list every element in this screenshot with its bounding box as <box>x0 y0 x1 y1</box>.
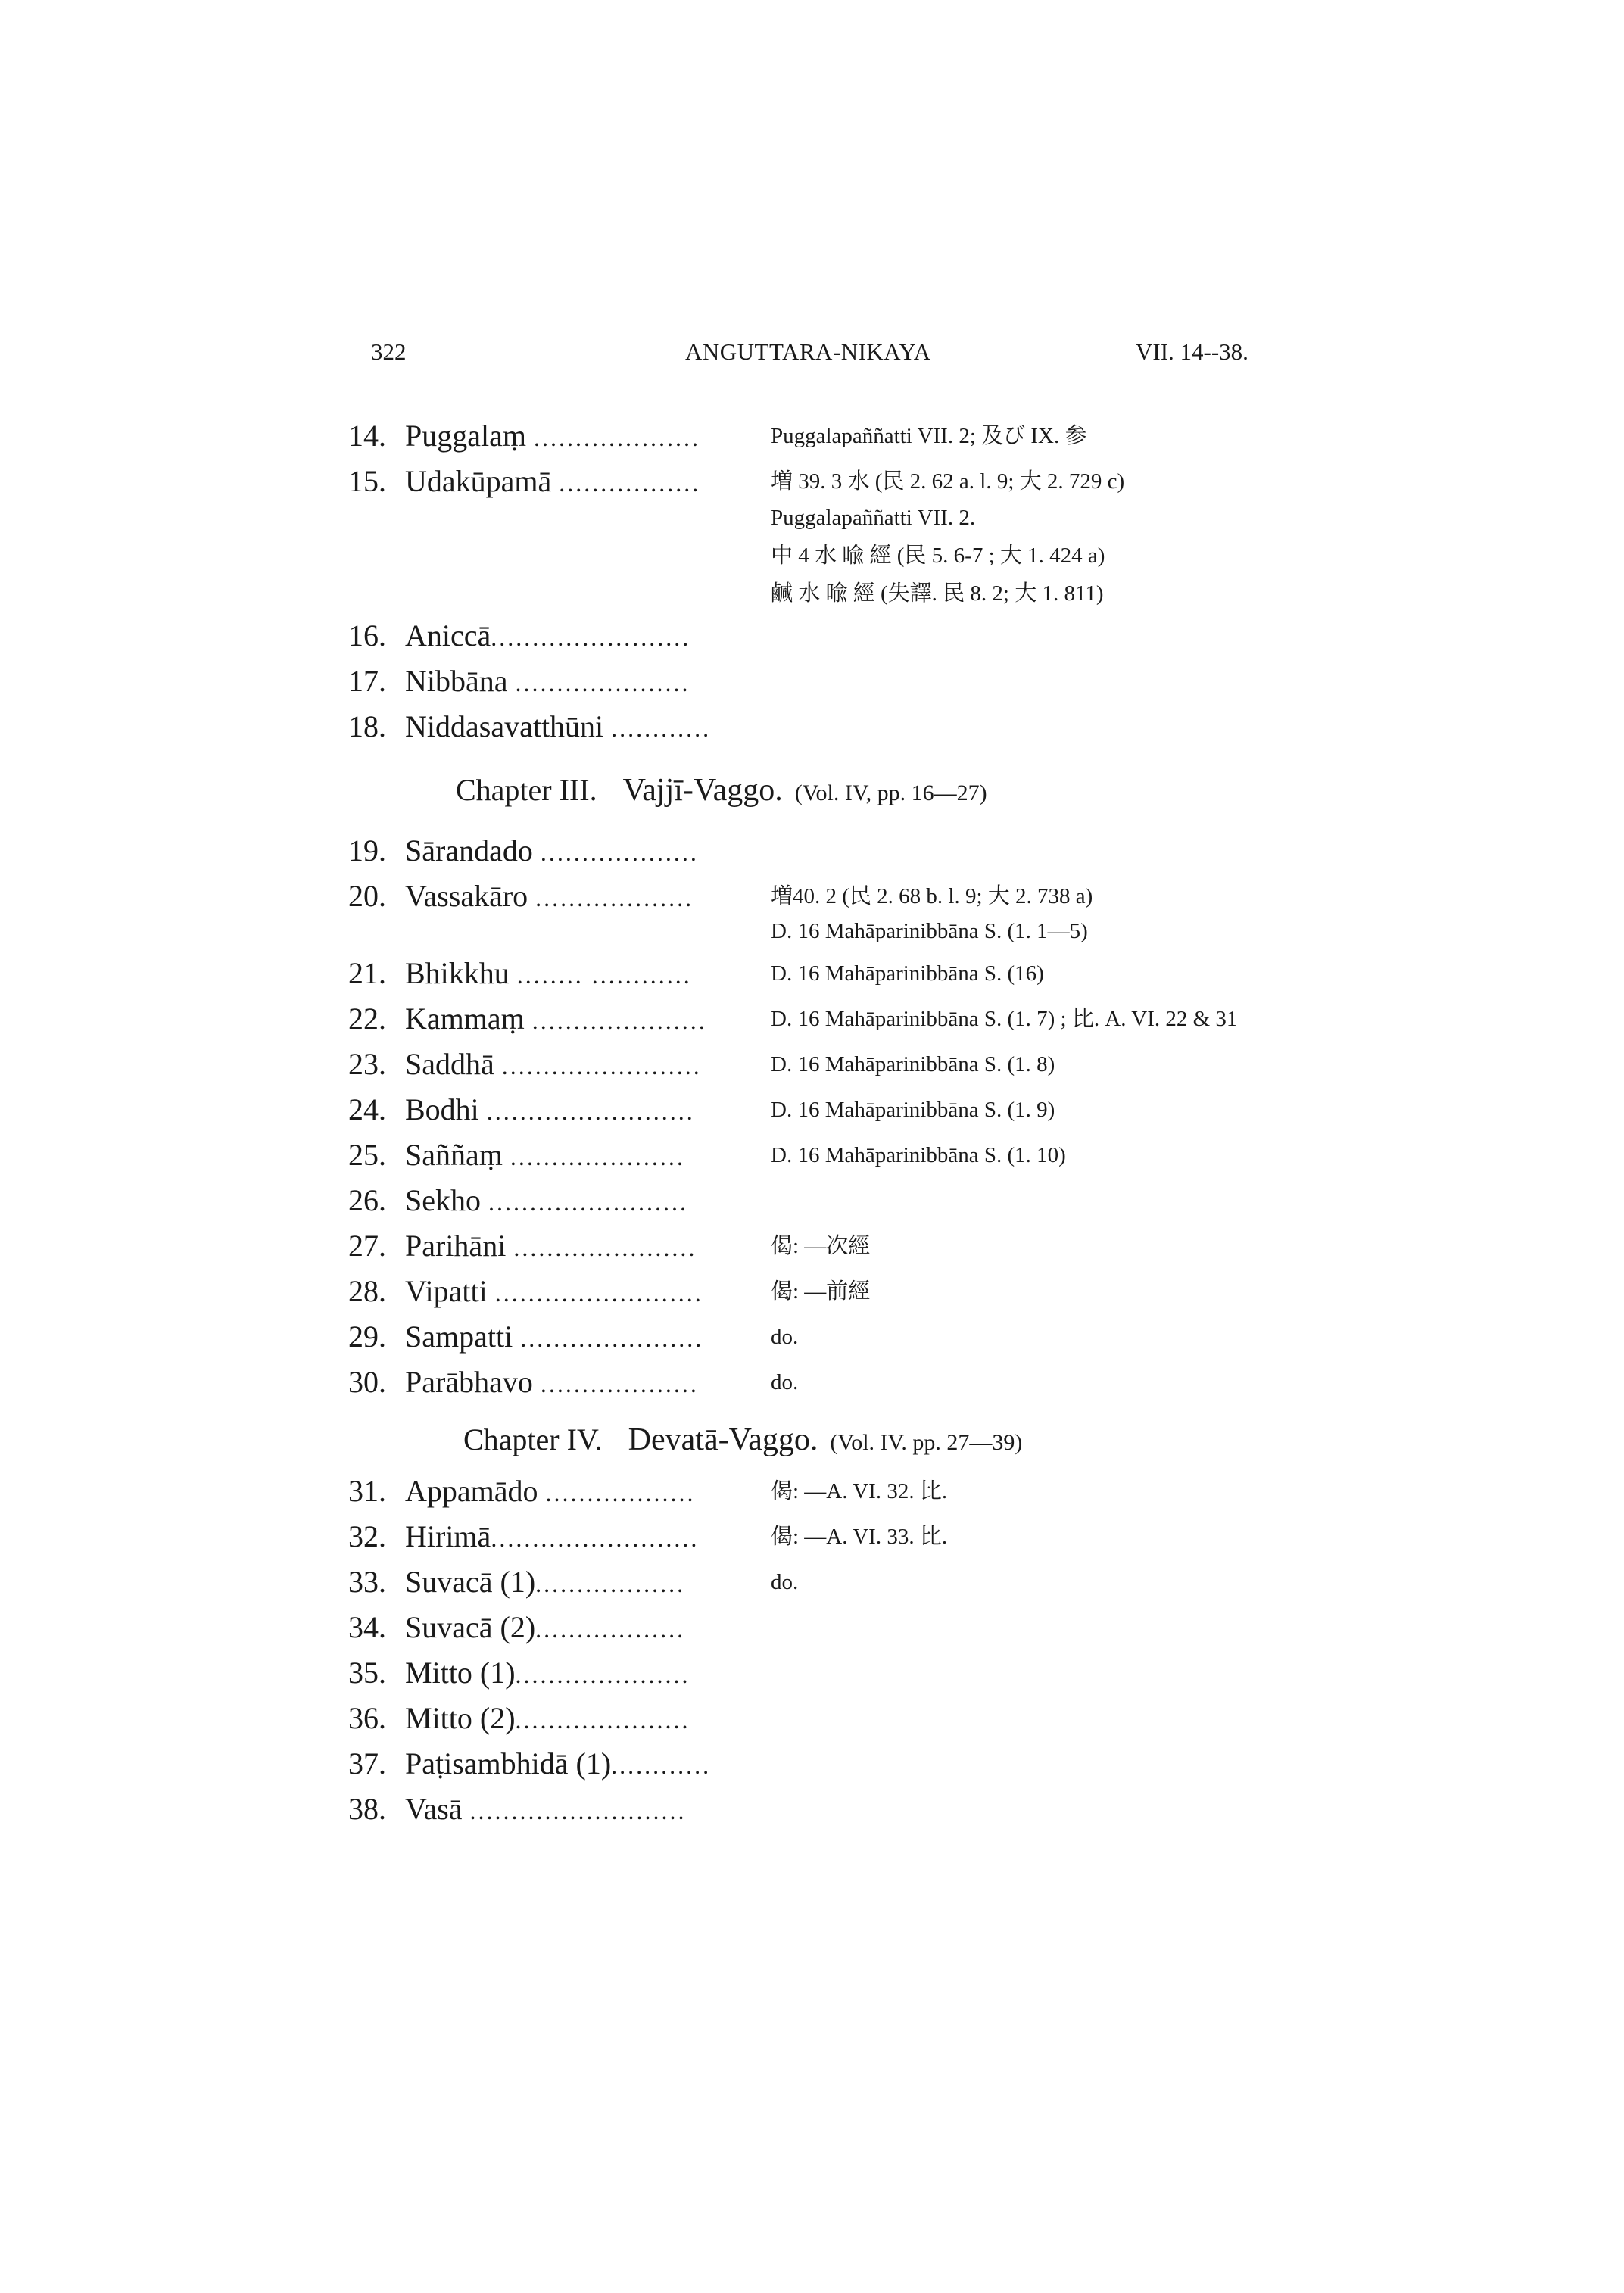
entry-reference: do. <box>771 1570 799 1594</box>
entry-reference: D. 16 Mahāparinibbāna S. (1. 7) ; 比. A. VI. 22 & 31 <box>771 1007 1238 1031</box>
dot-leader: ........................ <box>488 1189 688 1216</box>
entry-row <box>0 706 1624 748</box>
entry-row <box>0 1361 1624 1404</box>
dot-leader: ......................... <box>491 1525 700 1552</box>
chapter-label: Chapter IV. <box>463 1422 603 1456</box>
dot-leader: ................... <box>540 839 699 866</box>
entry-title: Sampatti ...................... <box>405 1316 703 1360</box>
dot-leader: ........................ <box>501 1052 702 1080</box>
entry-number: 20. <box>348 879 386 913</box>
entry-number: 18. <box>348 709 386 743</box>
entry-title: Parābhavo ................... <box>405 1361 699 1405</box>
entry-number: 33. <box>348 1565 386 1599</box>
dot-leader: ................... <box>535 884 694 911</box>
entry-reference: 偈: —A. VI. 33. 比. <box>771 1525 948 1549</box>
chapter-heading <box>456 768 1624 813</box>
entry-subreference: 鹹 水 喩 經 (失譯. 民 8. 2; 大 1. 811) <box>771 581 1104 606</box>
entry-title: Nibbāna ..................... <box>405 660 690 704</box>
entry-title: Suvacā (2).................. <box>405 1606 685 1650</box>
dot-leader: .......................... <box>469 1797 687 1824</box>
running-title: ANGUTTARA-NIKAYA <box>685 338 931 365</box>
entry-title: Niddasavatthūni ............ <box>405 706 711 749</box>
entry-title: Sekho ........................ <box>405 1179 688 1223</box>
volume-reference: (Vol. IV, pp. 16—27) <box>794 780 987 805</box>
entry-reference: 偈: —次經 <box>771 1234 871 1258</box>
dot-leader: .................. <box>535 1570 686 1597</box>
entry-row <box>0 1225 1624 1267</box>
entry-number: 36. <box>348 1701 386 1735</box>
dot-leader: ..................... <box>510 1143 685 1170</box>
entry-title: Puggalaṃ .................... <box>405 415 700 459</box>
entry-row <box>0 998 1624 1040</box>
entry-reference: D. 16 Mahāparinibbāna S. (1. 9) <box>771 1098 1055 1122</box>
entry-number: 30. <box>348 1365 386 1399</box>
entry-title: Mitto (1)..................... <box>405 1652 690 1696</box>
entry-row <box>0 1606 1624 1649</box>
entry-row <box>0 1134 1624 1176</box>
entry-reference: D. 16 Mahāparinibbāna S. (1. 10) <box>771 1143 1066 1167</box>
dot-leader: ...................... <box>520 1325 704 1352</box>
entry-reference: D. 16 Mahāparinibbāna S. (16) <box>771 961 1044 986</box>
entry-title: Paṭisambhidā (1)............ <box>405 1743 711 1787</box>
dot-leader: ................. <box>559 469 701 497</box>
entry-title: Vassakāro ................... <box>405 875 694 919</box>
entry-number: 22. <box>348 1002 386 1036</box>
entry-number: 35. <box>348 1656 386 1690</box>
entry-row <box>0 415 1624 457</box>
entry-row <box>0 460 1624 503</box>
entry-number: 25. <box>348 1138 386 1172</box>
entry-row <box>0 1470 1624 1513</box>
dot-leader: ............ <box>611 1752 712 1779</box>
dot-leader: ........................ <box>491 624 691 651</box>
dot-leader: ..................... <box>515 1661 690 1688</box>
entry-title: Hirimā......................... <box>405 1516 699 1559</box>
page-number: 322 <box>371 338 407 365</box>
entry-reference: do. <box>771 1325 799 1349</box>
vaggo-title: Devatā-Vaggo. <box>628 1422 818 1457</box>
entry-number: 29. <box>348 1319 386 1354</box>
dot-leader: ..................... <box>515 669 690 696</box>
entry-reference: 増 39. 3 水 (民 2. 62 a. l. 9; 大 2. 729 c) <box>771 469 1125 494</box>
section-range: VII. 14--38. <box>1136 338 1248 365</box>
entry-title: Appamādo .................. <box>405 1470 696 1514</box>
dot-leader: ......................... <box>494 1279 703 1307</box>
entry-number: 28. <box>348 1274 386 1308</box>
entry-row <box>0 1743 1624 1785</box>
entry-reference: do. <box>771 1370 799 1394</box>
dot-leader: ................... <box>540 1370 699 1397</box>
entry-reference: Puggalapaññatti VII. 2; 及び IX. 参 <box>771 424 1087 448</box>
entry-row <box>0 615 1624 657</box>
entry-title: Sārandado ................... <box>405 830 699 874</box>
entry-row <box>0 1516 1624 1558</box>
entry-number: 15. <box>348 464 386 498</box>
entry-number: 17. <box>348 664 386 698</box>
entry-title: Mitto (2)..................... <box>405 1697 690 1741</box>
entry-subreference: D. 16 Mahāparinibbāna S. (1. 1—5) <box>771 919 1088 943</box>
dot-leader: ..................... <box>531 1007 707 1034</box>
entry-row <box>0 875 1624 918</box>
dot-leader: ...................... <box>513 1234 697 1261</box>
entry-reference: 偈: —A. VI. 32. 比. <box>771 1479 948 1503</box>
entry-number: 27. <box>348 1229 386 1263</box>
dot-leader: ............ <box>611 715 712 742</box>
volume-reference: (Vol. IV. pp. 27—39) <box>830 1430 1023 1455</box>
entry-number: 14. <box>348 419 386 453</box>
entry-title: Aniccā........................ <box>405 615 690 659</box>
entry-title: Vasā .......................... <box>405 1788 687 1832</box>
entry-row <box>0 1270 1624 1313</box>
entry-title: Suvacā (1).................. <box>405 1561 685 1605</box>
dot-leader: ........ ............ <box>516 961 692 989</box>
dot-leader: .................... <box>533 424 700 451</box>
entry-row <box>0 1089 1624 1131</box>
entry-number: 24. <box>348 1092 386 1126</box>
entry-row <box>0 660 1624 703</box>
chapter-heading <box>463 1417 1624 1463</box>
entry-row <box>0 1316 1624 1358</box>
entry-title: Saddhā ........................ <box>405 1043 702 1087</box>
entry-row <box>0 1043 1624 1086</box>
entry-number: 19. <box>348 833 386 868</box>
entry-row <box>0 1561 1624 1603</box>
entry-number: 32. <box>348 1519 386 1553</box>
entry-number: 37. <box>348 1746 386 1781</box>
entry-subreference: Puggalapaññatti VII. 2. <box>771 506 976 530</box>
entry-title: Vipatti ......................... <box>405 1270 703 1314</box>
entry-reference: 偈: —前經 <box>771 1279 871 1304</box>
entry-number: 38. <box>348 1792 386 1826</box>
dot-leader: .................. <box>535 1615 686 1643</box>
entry-title: Saññaṃ ..................... <box>405 1134 685 1178</box>
entry-row <box>0 1652 1624 1694</box>
dot-leader: ......................... <box>486 1098 695 1125</box>
entry-row <box>0 1697 1624 1740</box>
vaggo-title: Vajjī-Vaggo. <box>622 773 783 808</box>
entry-title: Bhikkhu ........ ............ <box>405 952 692 996</box>
entry-title: Parihāni ...................... <box>405 1225 697 1269</box>
entry-row <box>0 1179 1624 1222</box>
entry-title: Udakūpamā ................. <box>405 460 700 504</box>
entry-reference: 増40. 2 (民 2. 68 b. l. 9; 大 2. 738 a) <box>771 884 1093 908</box>
entry-number: 21. <box>348 956 386 990</box>
entry-number: 34. <box>348 1610 386 1644</box>
entry-number: 31. <box>348 1474 386 1508</box>
entry-title: Kammaṃ ..................... <box>405 998 707 1042</box>
entry-reference: D. 16 Mahāparinibbāna S. (1. 8) <box>771 1052 1055 1076</box>
running-header <box>0 338 1624 376</box>
entry-row <box>0 1788 1624 1830</box>
chapter-label: Chapter III. <box>456 773 597 807</box>
entry-number: 23. <box>348 1047 386 1081</box>
entry-row <box>0 830 1624 872</box>
entry-number: 16. <box>348 618 386 653</box>
dot-leader: ..................... <box>515 1706 690 1734</box>
entry-row <box>0 952 1624 995</box>
dot-leader: .................. <box>545 1479 696 1506</box>
entry-number: 26. <box>348 1183 386 1217</box>
entry-title: Bodhi ......................... <box>405 1089 695 1132</box>
entry-subreference: 中 4 水 喩 經 (民 5. 6-7 ; 大 1. 424 a) <box>771 544 1105 568</box>
